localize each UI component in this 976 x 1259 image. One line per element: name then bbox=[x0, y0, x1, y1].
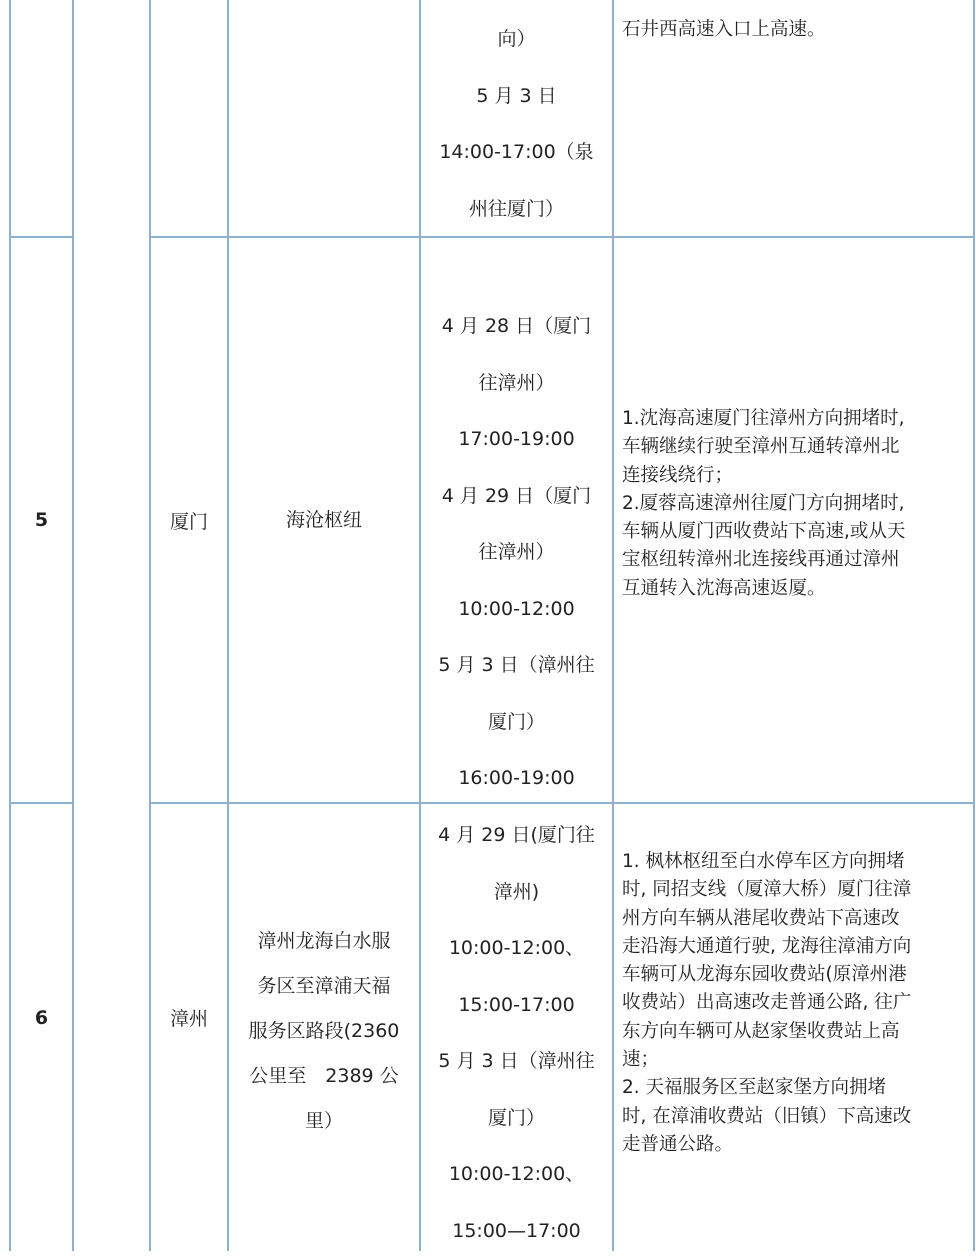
schedule-line: 10:00-12:00、 bbox=[421, 920, 612, 977]
guidance-line: 车辆继续行驶至漳州互通转漳州北 bbox=[622, 433, 967, 461]
guidance-line: 1. 枫林枢纽至白水停车区方向拥堵 bbox=[622, 848, 967, 876]
city-cell: 厦门 bbox=[151, 238, 227, 802]
schedule-line: 州往厦门） bbox=[421, 181, 612, 238]
schedule-line: 往漳州） bbox=[421, 524, 612, 581]
schedule-line: 往漳州） bbox=[421, 355, 612, 412]
table-row bbox=[421, 11, 612, 237]
guidance-line: 收费站）出高速改走普通公路, 往广 bbox=[622, 989, 967, 1017]
guidance-cell bbox=[614, 848, 973, 1159]
schedule-line: 向） bbox=[421, 11, 612, 68]
location-line: 服务区路段(2360 bbox=[229, 1009, 419, 1054]
schedule-line: 17:00-19:00 bbox=[421, 411, 612, 468]
schedule-line: 5 月 3 日（漳州往 bbox=[421, 637, 612, 694]
schedule-line: 厦门） bbox=[421, 1090, 612, 1147]
guidance-line: 走沿海大通道行驶, 龙海往漳浦方向 bbox=[622, 933, 967, 961]
location-cell bbox=[229, 238, 419, 802]
schedule-line: 16:00-19:00 bbox=[421, 750, 612, 807]
row-number: 5 bbox=[11, 238, 72, 802]
schedule-cell bbox=[421, 807, 612, 1259]
schedule-cell bbox=[421, 298, 612, 807]
location-line: 务区至漳浦天福 bbox=[229, 964, 419, 1009]
guidance-line: 2.厦蓉高速漳州往厦门方向拥堵时, bbox=[622, 490, 967, 518]
schedule-line: 10:00-12:00、 bbox=[421, 1146, 612, 1203]
schedule-line: 10:00-12:00 bbox=[421, 581, 612, 638]
guidance-line: 互通转入沈海高速返厦。 bbox=[622, 575, 967, 603]
schedule-line: 4 月 29 日（厦门 bbox=[421, 468, 612, 525]
guidance-line: 时, 同招支线（厦漳大桥）厦门往漳 bbox=[622, 876, 967, 904]
guidance-line: 时, 在漳浦收费站（旧镇）下高速改 bbox=[622, 1103, 967, 1131]
schedule-line: 15:00—17:00 bbox=[421, 1203, 612, 1259]
table-border bbox=[72, 0, 74, 1251]
guidance-line: 2. 天福服务区至赵家堡方向拥堵 bbox=[622, 1074, 967, 1102]
location-line: 里） bbox=[229, 1099, 419, 1144]
schedule-line: 5 月 3 日（漳州往 bbox=[421, 1033, 612, 1090]
guidance-line: 州方向车辆从港尾收费站下高速改 bbox=[622, 905, 967, 933]
row-number: 6 bbox=[11, 804, 72, 1251]
schedule-line: 5 月 3 日 bbox=[421, 68, 612, 125]
guidance-cell bbox=[614, 16, 973, 44]
location-line: 公里至 2389 公 bbox=[229, 1054, 419, 1099]
guidance-line: 东方向车辆可从赵家堡收费站上高 bbox=[622, 1018, 967, 1046]
schedule-line: 漳州) bbox=[421, 864, 612, 921]
guidance-line: 连接线绕行； bbox=[622, 462, 967, 490]
schedule-line: 14:00-17:00（泉 bbox=[421, 124, 612, 181]
schedule-line: 4 月 28 日（厦门 bbox=[421, 298, 612, 355]
guidance-cell bbox=[614, 405, 973, 603]
schedule-line: 15:00-17:00 bbox=[421, 977, 612, 1034]
table-border bbox=[973, 0, 975, 1251]
guidance-line: 石井西高速入口上高速。 bbox=[622, 16, 967, 44]
guidance-line: 1.沈海高速厦门往漳州方向拥堵时, bbox=[622, 405, 967, 433]
location-line: 漳州龙海白水服 bbox=[229, 919, 419, 964]
city-cell: 漳州 bbox=[151, 804, 227, 1251]
location-cell bbox=[229, 919, 419, 1144]
location-line: 海沧枢纽 bbox=[276, 498, 372, 543]
schedule-line: 厦门） bbox=[421, 694, 612, 751]
guidance-line: 速； bbox=[622, 1046, 967, 1074]
guidance-line: 宝枢纽转漳州北连接线再通过漳州 bbox=[622, 546, 967, 574]
guidance-line: 走普通公路。 bbox=[622, 1131, 967, 1159]
schedule-line: 4 月 29 日(厦门往 bbox=[421, 807, 612, 864]
guidance-line: 车辆可从龙海东园收费站(原漳州港 bbox=[622, 961, 967, 989]
guidance-line: 车辆从厦门西收费站下高速,或从天 bbox=[622, 518, 967, 546]
